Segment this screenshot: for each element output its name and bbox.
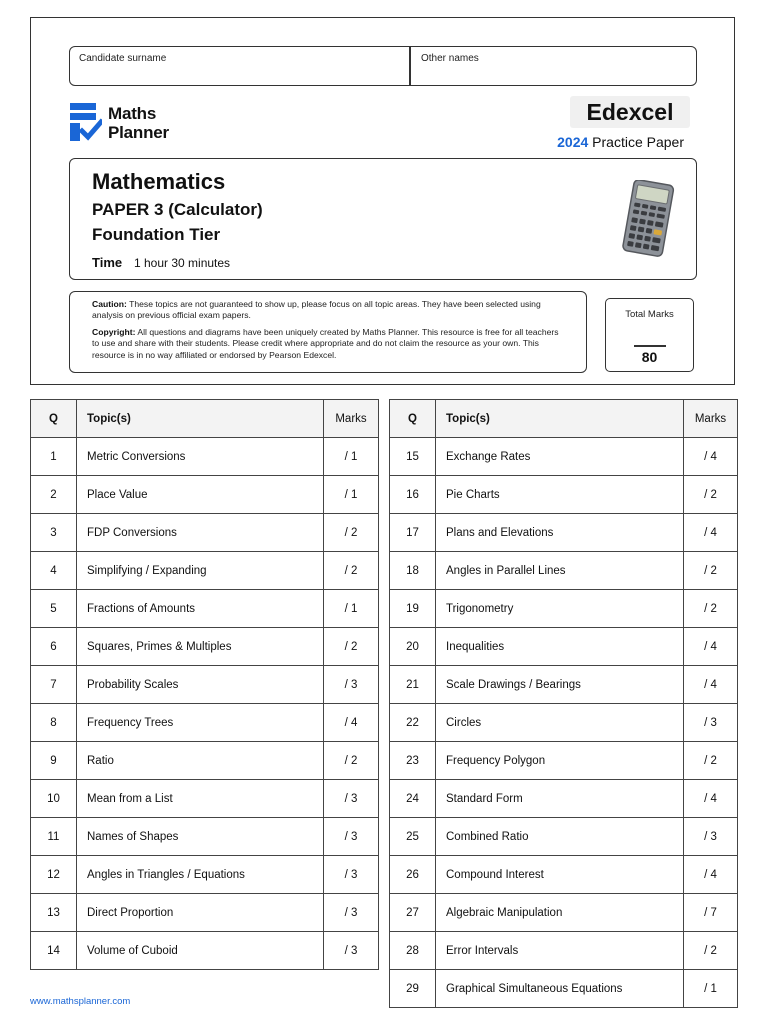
question-number: 13 (31, 894, 77, 932)
marks-value: / 4 (684, 628, 738, 666)
topic-name: Simplifying / Expanding (77, 552, 324, 590)
topic-name: Trigonometry (436, 590, 684, 628)
time-value: 1 hour 30 minutes (134, 256, 231, 270)
topic-name: Ratio (77, 742, 324, 780)
copyright-text: All questions and diagrams have been uniquely created by Maths Planner. This resource is free for all teachers to use and share with their students. Please credit where appropriate and do not claim the resource as your own. This resource is in no way affiliated or endorsed by Pearson Edexcel. (92, 326, 559, 360)
marks-value: / 2 (684, 742, 738, 780)
marks-value: / 3 (324, 856, 379, 894)
caution-note (92, 299, 568, 322)
marks-value: / 1 (324, 476, 379, 514)
caution-label: Caution: (92, 299, 127, 309)
table-row (390, 590, 738, 628)
question-number: 7 (31, 666, 77, 704)
total-marks-value: 80 (641, 349, 658, 365)
table-row (31, 856, 379, 894)
question-number: 4 (31, 552, 77, 590)
question-number: 27 (390, 894, 436, 932)
subject-title: Mathematics (92, 169, 226, 194)
caution-text: These topics are not guaranteed to show up, please focus on all topic areas. They have been selected using analysis on previous official exam papers. (92, 299, 541, 321)
table-row (390, 514, 738, 552)
header-topic: Topic(s) (77, 400, 324, 438)
topic-name: Algebraic Manipulation (436, 894, 684, 932)
topic-name: Names of Shapes (77, 818, 324, 856)
marks-value: / 4 (684, 514, 738, 552)
marks-value: / 2 (324, 628, 379, 666)
question-number: 20 (390, 628, 436, 666)
copyright-label: Copyright: (92, 326, 136, 337)
table-row (390, 438, 738, 476)
question-number: 19 (390, 590, 436, 628)
table-row (31, 628, 379, 666)
topic-name: Compound Interest (436, 856, 684, 894)
table-row (31, 438, 379, 476)
marks-value: / 3 (684, 704, 738, 742)
table-row (31, 514, 379, 552)
question-number: 26 (390, 856, 436, 894)
topic-name: Fractions of Amounts (77, 590, 324, 628)
question-number: 28 (390, 932, 436, 970)
table-row (390, 666, 738, 704)
header-marks: Marks (324, 400, 379, 438)
total-marks-box (605, 298, 694, 372)
table-row (31, 780, 379, 818)
marks-value: / 3 (324, 666, 379, 704)
question-number: 14 (31, 932, 77, 970)
question-number: 16 (390, 476, 436, 514)
table-row (390, 628, 738, 666)
table-row (390, 780, 738, 818)
table-row (31, 666, 379, 704)
practice-paper-line (520, 134, 684, 150)
copyright-note (92, 327, 568, 361)
topic-name: Place Value (77, 476, 324, 514)
table-row (31, 476, 379, 514)
marks-value: / 4 (684, 780, 738, 818)
table-row (390, 856, 738, 894)
marks-value: / 2 (324, 552, 379, 590)
topic-name: Angles in Triangles / Equations (77, 856, 324, 894)
topic-name: Combined Ratio (436, 818, 684, 856)
question-number: 9 (31, 742, 77, 780)
table-row (390, 742, 738, 780)
other-names-label: Other names (421, 53, 479, 64)
marks-value: / 4 (324, 704, 379, 742)
topic-name: Probability Scales (77, 666, 324, 704)
topic-name: Exchange Rates (436, 438, 684, 476)
question-number: 24 (390, 780, 436, 818)
topic-name: Mean from a List (77, 780, 324, 818)
question-number: 11 (31, 818, 77, 856)
marks-value: / 1 (324, 438, 379, 476)
question-number: 6 (31, 628, 77, 666)
table-row (390, 818, 738, 856)
topic-name: FDP Conversions (77, 514, 324, 552)
question-number: 23 (390, 742, 436, 780)
table-row (31, 704, 379, 742)
question-number: 15 (390, 438, 436, 476)
marks-value: / 4 (684, 438, 738, 476)
table-row (390, 932, 738, 970)
practice-paper-label: Practice Paper (592, 134, 684, 150)
header-marks: Marks (684, 400, 738, 438)
topic-name: Graphical Simultaneous Equations (436, 970, 684, 1008)
calculator-icon (618, 180, 678, 258)
topic-name: Standard Form (436, 780, 684, 818)
marks-value: / 1 (324, 590, 379, 628)
topic-name: Inequalities (436, 628, 684, 666)
question-number: 29 (390, 970, 436, 1008)
marks-value: / 2 (684, 552, 738, 590)
topic-name: Error Intervals (436, 932, 684, 970)
topic-name: Plans and Elevations (436, 514, 684, 552)
logo-line-1: Maths (108, 104, 157, 123)
table-row (390, 476, 738, 514)
topic-name: Circles (436, 704, 684, 742)
table-row (31, 932, 379, 970)
marks-value: / 4 (684, 856, 738, 894)
question-number: 5 (31, 590, 77, 628)
marks-value: / 3 (324, 894, 379, 932)
marks-value: / 1 (684, 970, 738, 1008)
question-number: 21 (390, 666, 436, 704)
table-row (31, 552, 379, 590)
table-row (390, 894, 738, 932)
time-label: Time (92, 255, 123, 270)
table-row (31, 742, 379, 780)
question-number: 12 (31, 856, 77, 894)
header-topic: Topic(s) (436, 400, 684, 438)
question-number: 18 (390, 552, 436, 590)
exam-board-badge: Edexcel (570, 96, 690, 128)
table-row (390, 552, 738, 590)
question-number: 1 (31, 438, 77, 476)
paper-title: PAPER 3 (Calculator) (92, 200, 263, 219)
table-row (390, 970, 738, 1008)
marks-value: / 2 (684, 590, 738, 628)
topic-name: Metric Conversions (77, 438, 324, 476)
topic-name: Frequency Polygon (436, 742, 684, 780)
marks-value: / 3 (324, 818, 379, 856)
question-number: 17 (390, 514, 436, 552)
question-number: 22 (390, 704, 436, 742)
topic-name: Angles in Parallel Lines (436, 552, 684, 590)
total-marks-rule (634, 345, 666, 347)
header-q: Q (390, 400, 436, 438)
table-row (31, 590, 379, 628)
maths-planner-logo-icon (70, 103, 102, 141)
marks-value: / 2 (684, 932, 738, 970)
topic-name: Squares, Primes & Multiples (77, 628, 324, 666)
question-number: 25 (390, 818, 436, 856)
header-q: Q (31, 400, 77, 438)
marks-value: / 2 (324, 514, 379, 552)
question-number: 10 (31, 780, 77, 818)
topics-table-left (30, 399, 379, 970)
exam-year: 2024 (557, 134, 589, 150)
logo-wordmark (108, 104, 169, 142)
table-header-row (31, 400, 379, 438)
candidate-surname-label: Candidate surname (79, 53, 167, 64)
marks-value: / 3 (324, 932, 379, 970)
topics-left-body (31, 438, 379, 970)
topic-name: Frequency Trees (77, 704, 324, 742)
table-row (390, 704, 738, 742)
question-number: 3 (31, 514, 77, 552)
footer-website-link[interactable]: www.mathsplanner.com (30, 996, 131, 1007)
logo-line-2: Planner (108, 123, 169, 142)
tier-title: Foundation Tier (92, 225, 221, 244)
candidate-name-box (69, 46, 697, 86)
marks-value: / 2 (324, 742, 379, 780)
topic-name: Pie Charts (436, 476, 684, 514)
marks-value: / 3 (324, 780, 379, 818)
question-number: 8 (31, 704, 77, 742)
notes-box (69, 291, 587, 373)
topic-name: Scale Drawings / Bearings (436, 666, 684, 704)
topics-right-body (390, 438, 738, 1008)
topic-name: Direct Proportion (77, 894, 324, 932)
marks-value: / 7 (684, 894, 738, 932)
topic-name: Volume of Cuboid (77, 932, 324, 970)
total-marks-label: Total Marks (625, 309, 674, 320)
table-header-row (390, 400, 738, 438)
topics-table-right (389, 399, 738, 1008)
table-row (31, 818, 379, 856)
table-row (31, 894, 379, 932)
marks-value: / 3 (684, 818, 738, 856)
marks-value: / 4 (684, 666, 738, 704)
question-number: 2 (31, 476, 77, 514)
marks-value: / 2 (684, 476, 738, 514)
name-box-divider (409, 47, 411, 85)
